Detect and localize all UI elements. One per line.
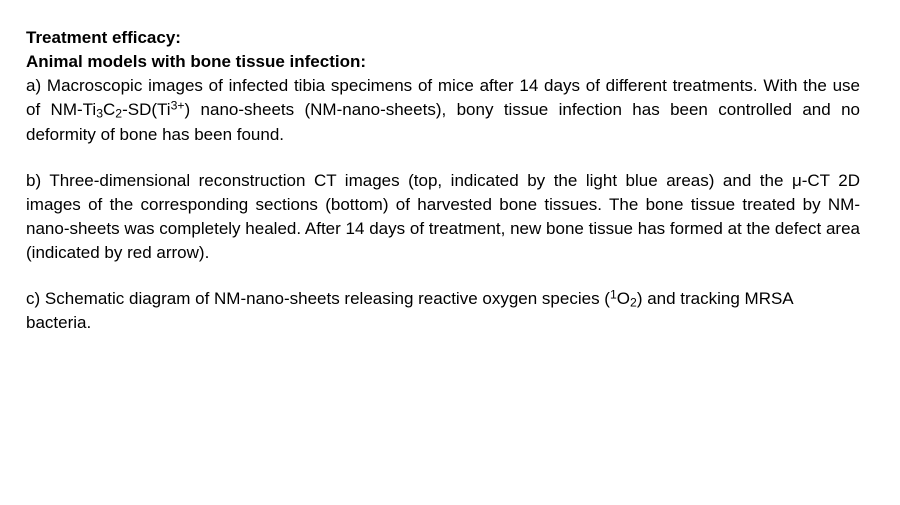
paragraph-c-text-3: ) and tracking MRSA bacteria. xyxy=(26,289,793,333)
paragraph-a-label: a) xyxy=(26,76,42,96)
paragraph-c-sub-1: 2 xyxy=(630,295,637,310)
paragraph-b-text: Three-dimensional reconstruction CT images (top, indicated by the light blue areas) and the μ-CT 2D images of the corresponding sections (bottom) of harvested bone tissues. The bone tissue treated by NM-nano-sheets was completely healed. After 14 days of treatment, new bone tissue has formed at the defect area (indicated by red arrow). xyxy=(26,170,861,262)
page-title-line-1: Treatment efficacy: xyxy=(26,28,181,47)
page-title-line-2: Animal models with bone tissue infection: xyxy=(26,52,367,72)
paragraph-c-text-1: Schematic diagram of NM-nano-sheets releasing reactive oxygen species ( xyxy=(44,289,610,309)
paragraph-a-sup-1: 3+ xyxy=(170,98,185,113)
paragraph-c-sup-1: 1 xyxy=(609,287,617,302)
paragraph-a-text-2: C xyxy=(103,100,116,120)
paragraph-a-text-3: -SD(Ti xyxy=(122,100,171,120)
paragraph-c-label: c) xyxy=(26,289,41,309)
paragraph-spacer-1 xyxy=(26,147,860,169)
paragraph-b xyxy=(26,169,860,266)
paragraph-a-text-1: Macroscopic images of infected tibia specimens of mice after 14 days of different treatments. With the use of NM-Ti xyxy=(26,76,860,120)
paragraph-c xyxy=(26,287,860,335)
paragraph-a-text-4: ) nano-sheets (NM-nano-sheets), bony tissue infection has been controlled and no deformity of bone has been found. xyxy=(26,100,860,144)
paragraph-a-sub-2: 2 xyxy=(115,107,123,122)
paragraph-spacer-2 xyxy=(26,265,860,287)
paragraph-a xyxy=(26,74,860,146)
paragraph-c-text-2: O xyxy=(616,289,630,309)
paragraph-a-sub-1: 3 xyxy=(96,107,103,122)
paragraph-b-label: b) xyxy=(26,170,42,190)
